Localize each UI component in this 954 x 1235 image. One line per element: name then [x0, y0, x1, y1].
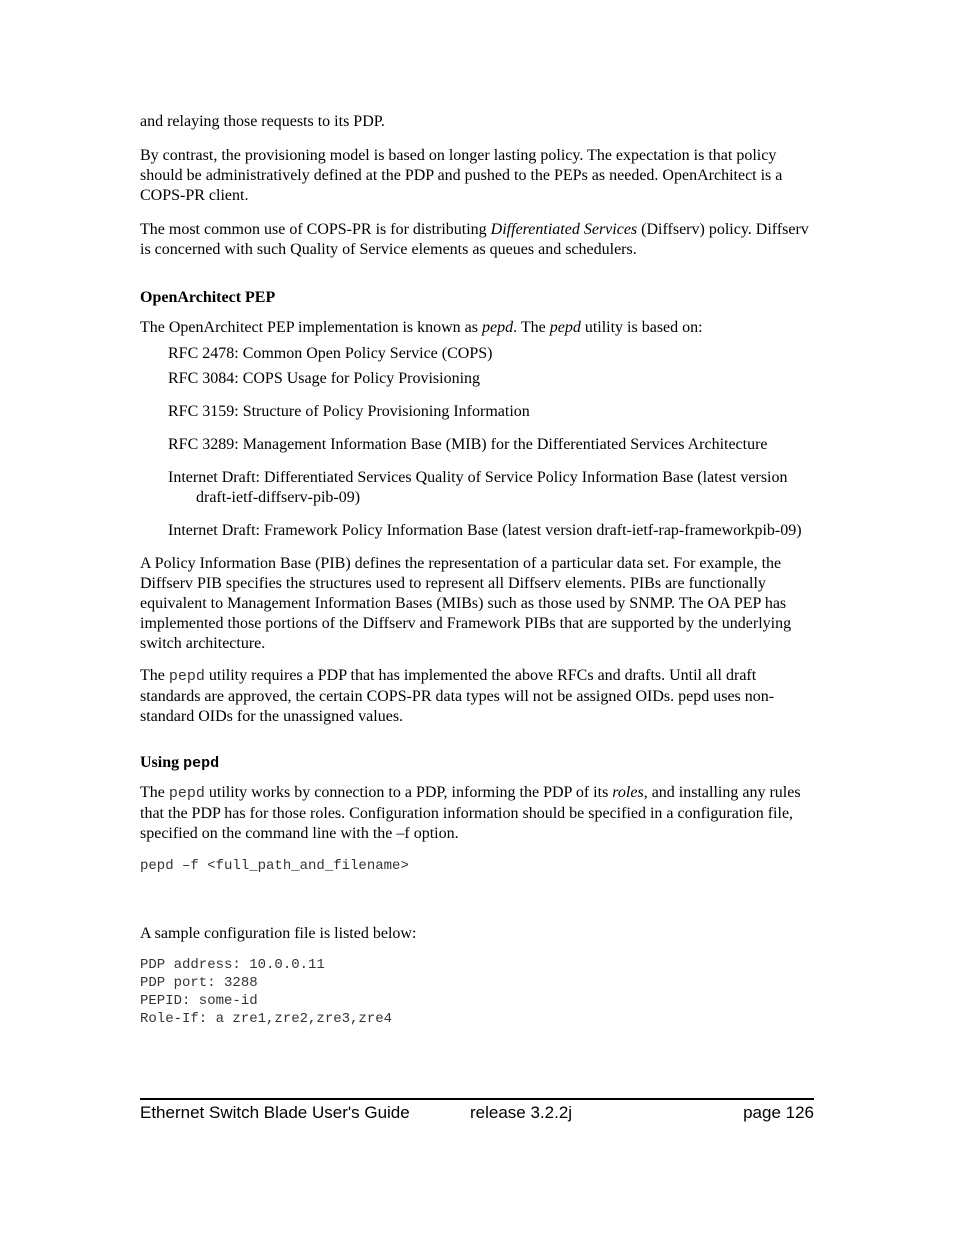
- heading-openarchitect-pep: OpenArchitect PEP: [140, 289, 276, 306]
- reference-rfc-2478: RFC 2478: Common Open Policy Service (COPS): [168, 345, 493, 362]
- using-heading-text: Using: [140, 754, 184, 771]
- diffserv-text-b: (Diffserv) policy. Diffserv is concerned with such Quality of Service elements as queues and schedulers.: [140, 221, 809, 258]
- footer-page-number: page 126: [743, 1103, 814, 1122]
- intro-text-b: . The: [513, 319, 550, 336]
- works-inline-code: pepd: [168, 785, 205, 802]
- config-line: Role-If: a zre1,zre2,zre3,zre4: [140, 1011, 393, 1027]
- req-text-b: utility requires a PDP that has implemented the above RFCs and drafts. Until all draft standards are approved, the certain COPS-PR data types will not be assigned OIDs. pepd uses non-standard OIDs for the unassigned values.: [140, 667, 775, 725]
- document-body: [140, 112, 816, 1028]
- works-text-b: utility works by connection to a PDP, informing the PDP of its: [204, 784, 613, 801]
- command-example: pepd –f <full_path_and_filename>: [140, 858, 409, 874]
- footer-release: release 3.2.2j: [470, 1103, 573, 1122]
- reference-rfc-3289: RFC 3289: Management Information Base (MIB) for the Differentiated Services Architecture: [168, 436, 768, 453]
- using-heading-code: pepd: [183, 755, 220, 772]
- paragraph-diffserv: [140, 220, 816, 260]
- paragraph-sample-intro: A sample configuration file is listed below:: [140, 925, 417, 942]
- intro-emphasis-1: pepd: [482, 319, 514, 336]
- reference-draft-diffserv-pib: Internet Draft: Differentiated Services Quality of Service Policy Information Base (latest version draft-ietf-diffserv-pib-09): [168, 469, 788, 506]
- diffserv-emphasis: Differentiated Services: [490, 221, 638, 238]
- diffserv-text-a: The most common use of COPS-PR is for distributing: [140, 221, 491, 238]
- config-line: PDP port: 3288: [140, 975, 258, 991]
- paragraph-pepd-works: [140, 783, 816, 844]
- reference-rfc-3084: RFC 3084: COPS Usage for Policy Provisioning: [168, 370, 481, 387]
- works-text-a: The: [140, 784, 169, 801]
- intro-emphasis-2: pepd: [549, 319, 581, 336]
- page-footer: [140, 1098, 814, 1127]
- paragraph-pepd-requirements: [140, 666, 816, 727]
- reference-rfc-3159: RFC 3159: Structure of Policy Provisioning Information: [168, 403, 530, 420]
- config-listing: [140, 956, 816, 1028]
- paragraph-provisioning-model: By contrast, the provisioning model is based on longer lasting policy. The expectation is that policy should be administratively defined at the PDP and pushed to the PEPs as needed. OpenArchitect is a COPS-PR client.: [140, 147, 783, 204]
- intro-text-a: The OpenArchitect PEP implementation is known as: [140, 319, 483, 336]
- req-text-a: The: [140, 667, 169, 684]
- footer-title: Ethernet Switch Blade User's Guide: [140, 1103, 410, 1122]
- req-inline-code: pepd: [168, 668, 205, 685]
- intro-text-c: utility is based on:: [580, 319, 703, 336]
- paragraph-pepd-intro: [140, 318, 816, 338]
- works-text-c: , and installing any rules that the PDP has for those roles. Configuration information should be specified in a configuration file, specified on the command line with the –f option.: [140, 784, 801, 842]
- paragraph-pib-definition: A Policy Information Base (PIB) defines the representation of a particular data set. For example, the Diffserv PIB specifies the structures used to represent all Diffserv elements. PIBs are functionally equivalent to Management Information Bases (MIBs) such as those used by SNMP. The OA PEP has implemented those portions of the Diffserv and Framework PIBs that are supported by the underlying switch architecture.: [140, 555, 792, 652]
- config-line: PDP address: 10.0.0.11: [140, 957, 325, 973]
- works-emphasis-roles: roles: [612, 784, 644, 801]
- heading-using-pepd: [140, 753, 816, 774]
- config-line: PEPID: some-id: [140, 993, 258, 1009]
- paragraph-relaying: and relaying those requests to its PDP.: [140, 113, 385, 130]
- reference-draft-framework-pib: Internet Draft: Framework Policy Information Base (latest version draft-ietf-rap-frameworkpib-09): [168, 522, 802, 539]
